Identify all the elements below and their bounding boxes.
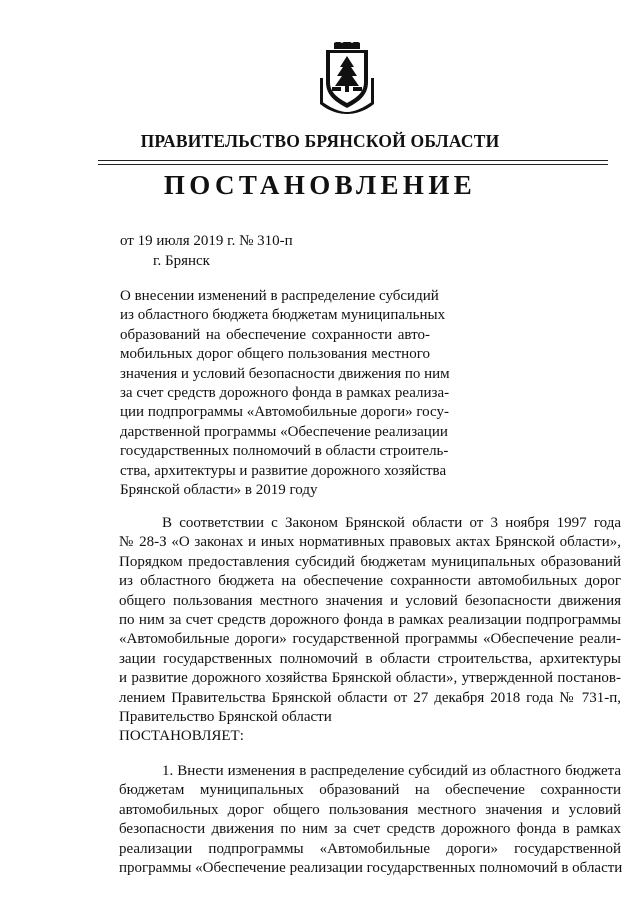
document-body [119, 514, 621, 878]
preamble-line: В соответствии с Законом Брянской области от 3 ноября 1997 года [162, 515, 621, 531]
clause-line: безопасности движения по ним за счет средств дорожного фонда в рамках [119, 821, 621, 838]
organization-title: ПРАВИТЕЛЬСТВО БРЯНСКОЙ ОБЛАСТИ [140, 131, 500, 151]
coat-of-arms-emblem [318, 42, 376, 114]
subject-line: мобильных дорог общего пользования местного [120, 346, 430, 363]
preamble-line: зации государственных полномочий в области строительства, архитектуры [119, 650, 621, 667]
clause-line: 1. Внести изменения в распределение субсидий из областного бюджета [162, 762, 621, 779]
preamble-line: Правительство Брянской области [119, 709, 332, 726]
subject-line: государственных полномочий в области строитель- [120, 443, 449, 460]
preamble-line: по ним за счет средств дорожного фонда в рамках реализации подпрограммы [119, 612, 621, 629]
clause-line: реализации подпрограммы «Автомобильные дороги» государственной [119, 840, 621, 857]
subject-line: Брянской области» в 2019 году [120, 482, 318, 499]
clause-line: бюджетам муниципальных образований на обеспечение сохранности [119, 782, 621, 799]
header-divider-bottom [98, 164, 608, 165]
document-type-heading: ПОСТАНОВЛЕНИЕ [163, 170, 477, 200]
resolves-word: ПОСТАНОВЛЯЕТ: [119, 728, 244, 745]
subject-line: значения и условий безопасности движения по ним [120, 365, 450, 382]
subject-line: ства, архитектуры и развитие дорожного хозяйства [120, 462, 447, 479]
document-city: г. Брянск [153, 253, 210, 269]
preamble-line: № 28-З «О законах и иных нормативных правовых актах Брянской области», [119, 534, 621, 551]
preamble-line: «Автомобильные дороги» государственной программы «Обеспечение реали- [119, 631, 621, 648]
subject-line: за счет средств дорожного фонда в рамках реализа- [120, 385, 450, 402]
coat-of-arms-icon [318, 42, 376, 114]
subject-line: ции подпрограммы «Автомобильные дороги» госу- [120, 404, 449, 421]
subject-line: из областного бюджета бюджетам муниципальных [120, 307, 446, 324]
subject-line: образований на обеспечение сохранности авто- [120, 326, 430, 343]
clause-line: программы «Обеспечение реализации государственных полномочий в области [119, 859, 623, 876]
document-date-number: от 19 июля 2019 г. № 310-п [120, 233, 293, 249]
subject-line: дарственной программы «Обеспечение реализации [120, 423, 448, 440]
document-subject [120, 287, 450, 500]
preamble-line: Порядком предоставления субсидий бюджетам муниципальных образований [119, 553, 621, 570]
preamble-line: и развитие дорожного хозяйства Брянской области», утвержденной постанов- [119, 670, 621, 687]
preamble-line: общего пользования местного значения и условий безопасности движения [119, 592, 621, 609]
paragraph-gap [119, 747, 621, 762]
header-divider-top [98, 160, 608, 161]
preamble-line: лением Правительства Брянской области от 27 декабря 2018 года № 731-п, [119, 689, 621, 706]
clause-line: автомобильных дорог общего пользования местного значения и условий [119, 801, 621, 818]
subject-line: О внесении изменений в распределение субсидий [120, 288, 439, 304]
preamble-line: из областного бюджета на обеспечение сохранности автомобильных дорог [119, 573, 621, 590]
